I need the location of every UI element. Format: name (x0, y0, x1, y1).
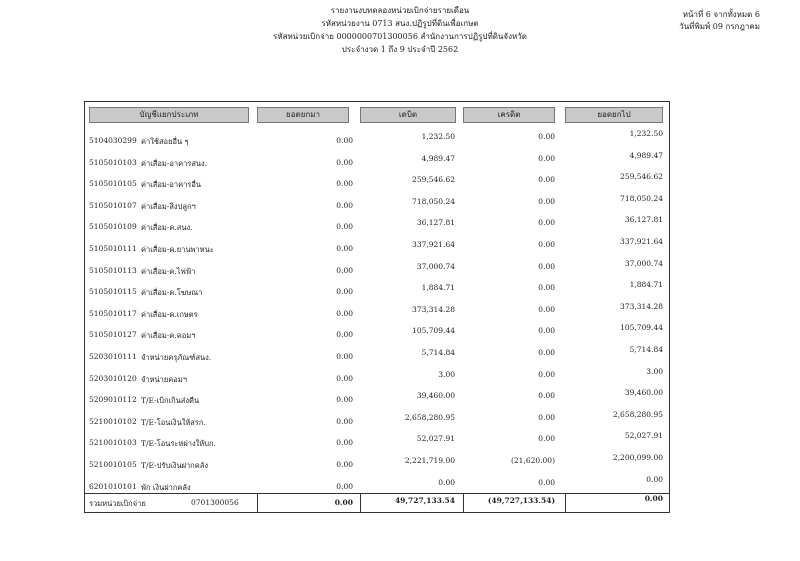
closing-balance: 2,200,099.00 (612, 453, 663, 462)
credit-amount: 0.00 (538, 261, 555, 271)
opening-balance: 0.00 (336, 308, 353, 318)
credit-amount: 0.00 (538, 412, 555, 422)
account-code: 5203010120 (89, 373, 137, 383)
table-row (85, 277, 669, 299)
col-opening-header: ยอดยกมา (257, 107, 349, 123)
credit-amount: 0.00 (538, 348, 555, 357)
debit-amount: 37,000.74 (416, 261, 455, 271)
credit-amount: 0.00 (538, 153, 555, 163)
closing-balance: 718,050.24 (620, 193, 663, 203)
credit-amount: 0.00 (538, 369, 555, 379)
debit-amount: 3.00 (438, 369, 455, 379)
account-name: จำหน่ายครุภัณฑ์สนง. (141, 353, 212, 362)
table-row (85, 191, 669, 213)
account-name: ค่าเสื่อม-อาคารอื่น (141, 180, 201, 190)
account-name: T/E-โอนระหผ่างให้บก. (141, 439, 216, 449)
account-name: T/E-เบิกเกินส่งคืน (141, 396, 200, 406)
account-name: พัก เงินฝากคลัง (141, 482, 191, 492)
account-name: ค่าเสื่อม-อาคารสนง. (141, 158, 208, 168)
account-code: 5105010115 (89, 287, 137, 297)
credit-amount: 0.00 (538, 283, 555, 293)
total-row (85, 493, 669, 512)
account-name: T/E-ปรับเงินฝากคลัง (141, 461, 209, 470)
closing-balance: 105,709.44 (620, 323, 663, 333)
opening-balance: 0.00 (336, 416, 353, 426)
total-credit: (49,727,133.54) (487, 496, 555, 505)
credit-amount: 0.00 (538, 304, 555, 314)
closing-balance: 3.00 (646, 366, 663, 376)
account-code: 5105010111 (89, 244, 137, 253)
debit-amount: 2,221,719.00 (404, 456, 455, 465)
closing-balance: 1,232.50 (629, 129, 663, 138)
debit-amount: 36,127.81 (416, 218, 455, 228)
debit-amount: 1,884.71 (421, 283, 455, 293)
table-row (85, 364, 669, 386)
debit-amount: 105,709.44 (412, 326, 455, 336)
agency-code-line: รหัสหน่วยงาน 0713 สนง.ปฏิรูปที่ดินเพื่อเกษต (321, 19, 479, 28)
closing-balance: 52,027.91 (624, 431, 663, 441)
opening-balance: 0.00 (336, 395, 353, 405)
col-credit-header: เครดิต (463, 107, 555, 123)
credit-amount: 0.00 (538, 326, 555, 336)
closing-balance: 2,658,280.95 (612, 409, 663, 419)
table-header (85, 102, 669, 128)
opening-balance: 0.00 (336, 352, 353, 361)
table-row (85, 299, 669, 321)
debit-amount: 2,658,280.95 (404, 412, 455, 422)
closing-balance: 1,884.71 (629, 280, 663, 290)
account-name: ค่าเสื่อม-ค.คอมฯ (141, 331, 196, 341)
col-account-header: บัญชีแยกประเภท (89, 107, 249, 123)
table-row (85, 428, 669, 450)
credit-amount: 0.00 (538, 175, 555, 185)
debit-amount: 1,232.50 (421, 132, 455, 141)
opening-balance: 0.00 (336, 460, 353, 469)
closing-balance: 39,460.00 (624, 388, 663, 398)
table-row (85, 169, 669, 191)
debit-amount: 373,314.28 (412, 304, 455, 314)
closing-balance: 0.00 (646, 474, 663, 484)
account-code: 6201010101 (89, 481, 137, 491)
opening-balance: 0.00 (336, 157, 353, 167)
table-row (85, 212, 669, 234)
table-row (85, 256, 669, 278)
account-code: 5105010117 (89, 308, 137, 318)
account-name: T/E-โอนเงินให้สรก. (141, 417, 206, 427)
opening-balance: 0.00 (336, 373, 353, 383)
period-line: ประจำงวด 1 ถึง 9 ประจำปี 2562 (341, 45, 459, 54)
closing-balance: 5,714.84 (629, 345, 663, 354)
account-name: ค่าเสื่อม-ค.โฆษณา (141, 288, 203, 298)
page-number: หน้าที่ 6 จากทั้งหมด 6 (682, 10, 760, 19)
table-row (85, 148, 669, 170)
table-row (85, 342, 669, 364)
opening-balance: 0.00 (336, 200, 353, 210)
closing-balance: 337,921.64 (620, 237, 663, 246)
closing-balance: 4,989.47 (629, 150, 663, 160)
disbursement-unit-line: รหัสหน่วยเบิกจ่าย 0000000701300056 สำนักงานการปฏิรูปที่ดินจังหวัด (273, 32, 527, 41)
total-label: รวมหน่วยเบิกจ่าย (89, 499, 146, 508)
account-code: 5105010113 (89, 265, 137, 275)
closing-balance: 37,000.74 (624, 258, 663, 268)
credit-amount: 0.00 (538, 132, 555, 141)
table-row (85, 234, 669, 256)
account-code: 5203010111 (89, 352, 137, 361)
account-name: ค่าเสื่อม-ค.ยานพาหนะ (141, 245, 214, 254)
debit-amount: 259,546.62 (412, 175, 455, 185)
credit-amount: (21,620.00) (510, 456, 555, 465)
debit-amount: 5,714.84 (421, 348, 455, 357)
trial-balance-table (84, 101, 670, 513)
opening-balance: 0.00 (336, 179, 353, 189)
account-name: ค่าเสื่อม-ค.สนง. (141, 223, 193, 233)
closing-balance: 259,546.62 (620, 172, 663, 182)
account-name: ค่าเสื่อม-ค.ไฟฟ้า (141, 266, 196, 276)
opening-balance: 0.00 (336, 287, 353, 297)
debit-amount: 52,027.91 (416, 434, 455, 444)
total-debit: 49,727,133.54 (394, 496, 455, 505)
account-code: 5104030299 (89, 136, 137, 145)
opening-balance: 0.00 (336, 438, 353, 448)
account-code: 5210010102 (89, 416, 137, 426)
opening-balance: 0.00 (336, 136, 353, 145)
account-name: ค่าเสื่อม-ค.เกษตร (141, 309, 198, 319)
closing-balance: 36,127.81 (624, 215, 663, 225)
table-row (85, 126, 669, 148)
account-name: ค่าใช้สอยอื่น ๆ (141, 137, 189, 146)
account-code: 5209010112 (89, 395, 137, 405)
credit-amount: 0.00 (538, 434, 555, 444)
table-row (85, 472, 669, 494)
debit-amount: 0.00 (438, 477, 455, 487)
account-code: 5210010103 (89, 438, 137, 448)
col-debit-header: เดบิต (360, 107, 456, 123)
opening-balance: 0.00 (336, 222, 353, 232)
debit-amount: 718,050.24 (412, 196, 455, 206)
table-row (85, 320, 669, 342)
table-row (85, 385, 669, 407)
account-code: 5105010127 (89, 330, 137, 340)
account-code: 5105010105 (89, 179, 137, 189)
total-unit-code: 0701300056 (191, 498, 239, 507)
credit-amount: 0.00 (538, 218, 555, 228)
credit-amount: 0.00 (538, 240, 555, 249)
account-name: ค่าเสื่อม-สิ่งปลูกฯ (141, 201, 196, 211)
credit-amount: 0.00 (538, 391, 555, 401)
total-opening: 0.00 (334, 498, 353, 507)
account-code: 5210010105 (89, 460, 137, 469)
account-code: 5105010103 (89, 157, 137, 167)
opening-balance: 0.00 (336, 330, 353, 340)
credit-amount: 0.00 (538, 477, 555, 487)
table-row (85, 407, 669, 429)
closing-balance: 373,314.28 (620, 301, 663, 311)
report-title: รายงานงบทดลองหน่วยเบิกจ่ายรายเดือน (330, 6, 470, 15)
debit-amount: 39,460.00 (416, 391, 455, 401)
opening-balance: 0.00 (336, 244, 353, 253)
opening-balance: 0.00 (336, 481, 353, 491)
account-code: 5105010109 (89, 222, 137, 232)
table-row (85, 450, 669, 472)
account-code: 5105010107 (89, 200, 137, 210)
debit-amount: 4,989.47 (421, 153, 455, 163)
debit-amount: 337,921.64 (412, 240, 455, 249)
account-name: จำหน่ายคอมฯ (141, 374, 187, 384)
total-closing: 0.00 (644, 494, 663, 503)
credit-amount: 0.00 (538, 196, 555, 206)
col-closing-header: ยอดยกไป (565, 107, 663, 123)
print-date: วันที่พิมพ์ 09 กรกฎาคม (679, 22, 760, 31)
opening-balance: 0.00 (336, 265, 353, 275)
